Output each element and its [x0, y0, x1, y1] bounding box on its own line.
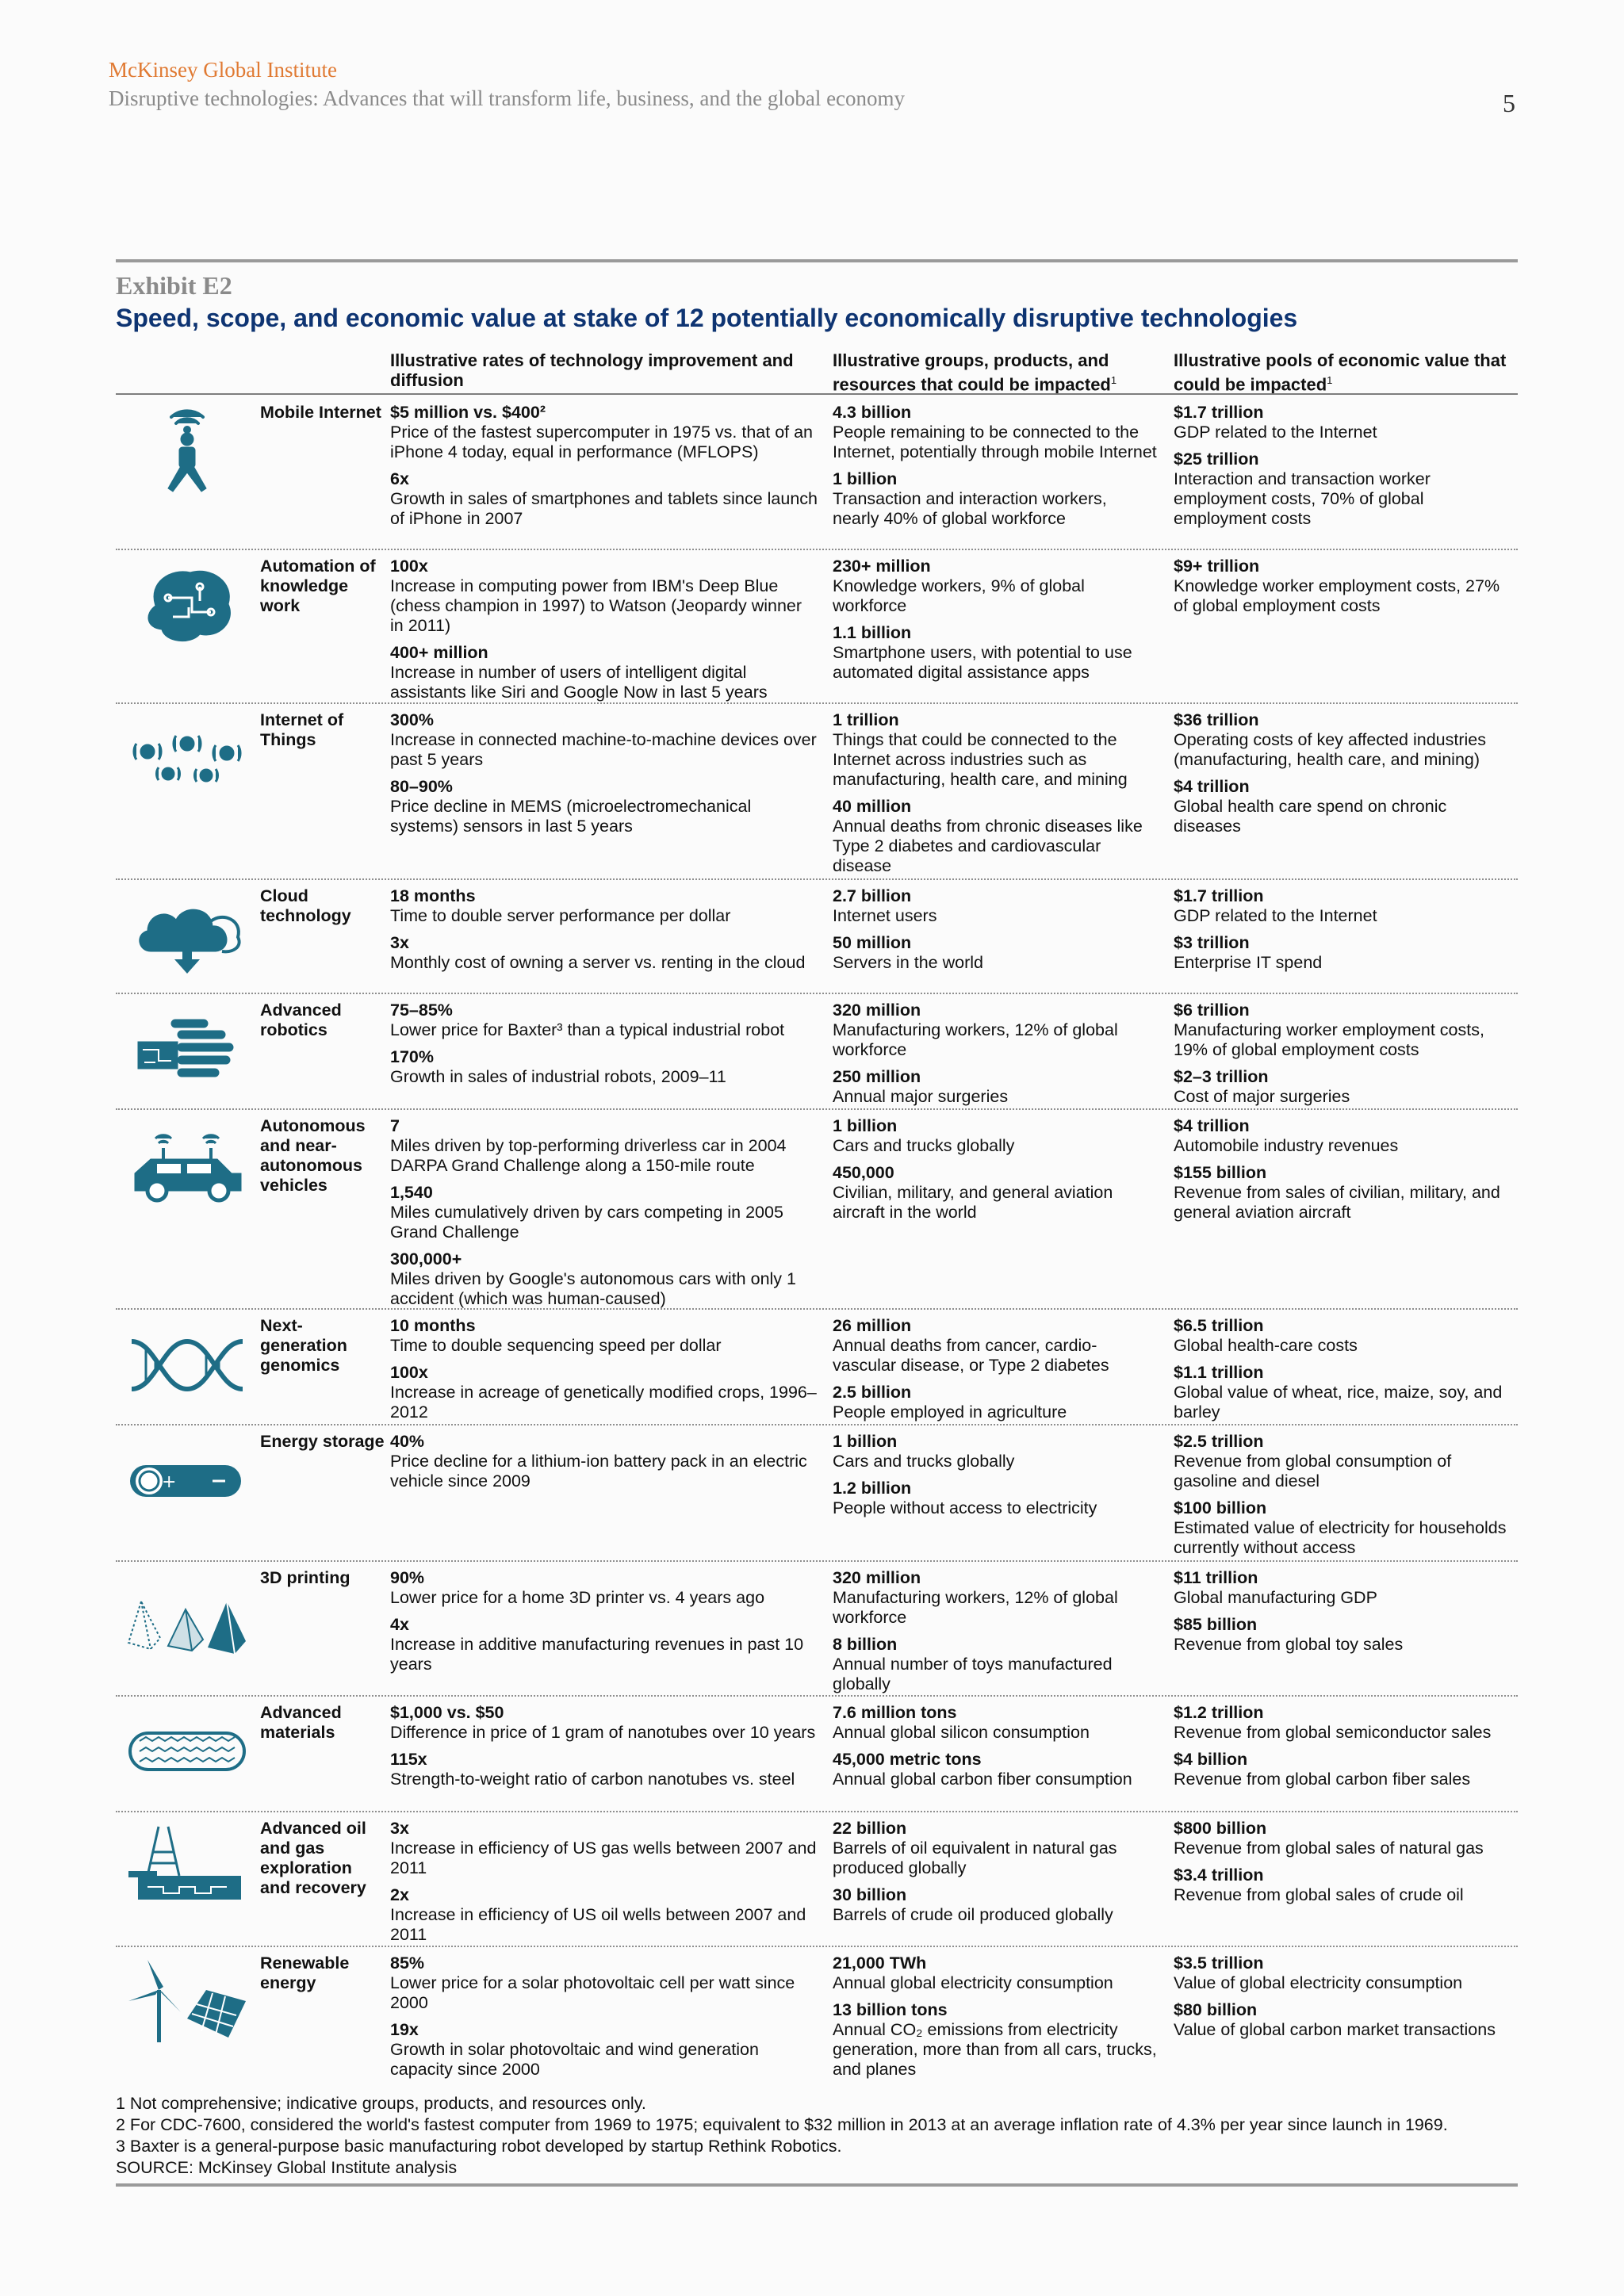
economic-value-cell	[1174, 557, 1518, 623]
improvement-item: 300% Increase in connected machine-to-machine devices over past 5 years	[390, 710, 817, 769]
improvement-item: 80–90% Price decline in MEMS (microelectromechanical systems) sensors in last 5 years	[390, 777, 752, 836]
technology-row	[116, 1560, 1518, 1693]
improvement-cell	[390, 1001, 818, 1094]
impacted-cell	[833, 1703, 1158, 1797]
impacted-item: 40 million Annual deaths from chronic diseases like Type 2 diabetes and cardiovascular disease	[833, 797, 1143, 875]
improvement-item: 10 months Time to double sequencing speed per dollar	[390, 1316, 722, 1355]
improvement-cell	[390, 1432, 818, 1498]
impacted-item: 2.7 billion Internet users	[833, 886, 937, 925]
bottom-rule	[116, 2183, 1518, 2187]
improvement-item: 40% Price decline for a lithium-ion battery pack in an electric vehicle since 2009	[390, 1432, 807, 1490]
impacted-item: 1.2 billion People without access to electricity	[833, 1479, 1097, 1517]
economic-value-item: $25 trillion Interaction and transaction worker employment costs, 70% of global employment costs	[1174, 450, 1431, 528]
improvement-cell	[390, 557, 818, 710]
column-header-impacted: Illustrative groups, products, and resources that could be impacted$^1$	[833, 350, 1117, 395]
improvement-cell	[390, 886, 818, 980]
impacted-item: 7.6 million tons Annual global silicon consumption	[833, 1703, 1090, 1742]
technology-row	[116, 1108, 1518, 1308]
economic-value-item: $1.2 trillion Revenue from global semiconductor sales	[1174, 1703, 1492, 1742]
footnotes	[116, 2093, 1448, 2179]
impacted-item: 30 billion Barrels of crude oil produced globally	[833, 1885, 1113, 1924]
economic-value-cell	[1174, 403, 1518, 536]
nanotube-icon	[124, 1705, 251, 1800]
impacted-item: 13 billion tons Annual CO₂ emissions from electricity generation, more than from all cars, trucks, and planes	[833, 2000, 1157, 2079]
improvement-item: 100x Increase in acreage of genetically modified crops, 1996–2012	[390, 1363, 817, 1422]
impacted-item: 1.1 billion Smartphone users, with potential to use automated digital assistance apps	[833, 623, 1132, 682]
improvement-cell	[390, 1819, 818, 1952]
economic-value-item: $11 trillion Global manufacturing GDP	[1174, 1568, 1377, 1607]
economic-value-item: $3 trillion Enterprise IT spend	[1174, 933, 1323, 972]
improvement-item: 4x Increase in additive manufacturing revenues in past 10 years	[390, 1615, 804, 1674]
improvement-cell	[390, 1116, 818, 1316]
impacted-cell	[833, 403, 1158, 536]
economic-value-item: $4 billion Revenue from global carbon fiber sales	[1174, 1750, 1471, 1789]
economic-value-item: $1.1 trillion Global value of wheat, rice, maize, soy, and barley	[1174, 1363, 1503, 1422]
economic-value-item: $4 trillion Automobile industry revenues	[1174, 1116, 1399, 1155]
improvement-cell	[390, 1316, 818, 1429]
mobile-internet-icon	[124, 404, 251, 499]
impacted-cell	[833, 1568, 1158, 1701]
improvement-item: 115x Strength-to-weight ratio of carbon nanotubes vs. steel	[390, 1750, 795, 1789]
economic-value-item: $3.4 trillion Revenue from global sales of crude oil	[1174, 1866, 1464, 1904]
economic-value-item: $100 billion Estimated value of electricity for households currently without access	[1174, 1498, 1507, 1557]
impacted-item: 320 million Manufacturing workers, 12% of global workforce	[833, 1568, 1118, 1627]
impacted-item: 45,000 metric tons Annual global carbon fiber consumption	[833, 1750, 1132, 1789]
technology-name: Cloud technology	[260, 886, 351, 925]
technology-name: Renewable energy	[260, 1954, 350, 1992]
economic-value-cell	[1174, 1954, 1518, 2047]
impacted-item: 450,000 Civilian, military, and general aviation aircraft in the world	[833, 1163, 1113, 1222]
economic-value-item: $80 billion Value of global carbon market transactions	[1174, 2000, 1496, 2039]
economic-value-cell	[1174, 886, 1518, 980]
impacted-cell	[833, 1432, 1158, 1525]
economic-value-cell	[1174, 1819, 1518, 1912]
page-number: 5	[1503, 89, 1515, 117]
oil-rig-icon	[124, 1820, 251, 1915]
impacted-item: 320 million Manufacturing workers, 12% of global workforce	[833, 1001, 1118, 1059]
impacted-cell	[833, 557, 1158, 690]
autonomous-car-icon	[124, 1118, 251, 1213]
technology-row	[116, 878, 1518, 972]
impacted-cell	[833, 1116, 1158, 1230]
impacted-cell	[833, 710, 1158, 883]
improvement-item: 75–85% Lower price for Baxter³ than a typical industrial robot	[390, 1001, 785, 1039]
improvement-cell	[390, 1568, 818, 1682]
technology-name: 3D printing	[260, 1568, 350, 1587]
economic-value-cell	[1174, 1568, 1518, 1662]
exhibit-label: Exhibit E2	[116, 271, 232, 300]
economic-value-item: $2–3 trillion Cost of major surgeries	[1174, 1067, 1350, 1106]
top-rule	[116, 259, 1518, 262]
economic-value-item: $2.5 trillion Revenue from global consumption of gasoline and diesel	[1174, 1432, 1452, 1490]
improvement-item: 300,000+ Miles driven by Google's autonomous cars with only 1 accident (which was human-caused)	[390, 1249, 796, 1308]
technology-name: Internet of Things	[260, 710, 344, 749]
impacted-item: 1 billion Cars and trucks globally	[833, 1432, 1015, 1471]
economic-value-item: $1.7 trillion GDP related to the Internet	[1174, 886, 1377, 925]
improvement-item: 85% Lower price for a solar photovoltaic cell per watt since 2000	[390, 1954, 795, 2012]
column-header-economic-value: Illustrative pools of economic value that could be impacted$^1$	[1174, 350, 1507, 395]
economic-value-item: $4 trillion Global health care spend on chronic diseases	[1174, 777, 1447, 836]
economic-value-cell	[1174, 1316, 1518, 1429]
impacted-item: 21,000 TWh Annual global electricity consumption	[833, 1954, 1113, 1992]
technology-row	[116, 702, 1518, 875]
improvement-item: 170% Growth in sales of industrial robots, 2009–11	[390, 1047, 726, 1086]
technology-name: Mobile Internet	[260, 403, 381, 422]
technology-row	[116, 1308, 1518, 1422]
improvement-cell	[390, 710, 818, 844]
economic-value-cell	[1174, 710, 1518, 844]
economic-value-item: $3.5 trillion Value of global electricity consumption	[1174, 1954, 1463, 1992]
improvement-item: 1,540 Miles cumulatively driven by cars competing in 2005 Grand Challenge	[390, 1183, 783, 1242]
battery-icon	[124, 1433, 251, 1529]
report-subtitle: Disruptive technologies: Advances that will transform life, business, and the global economy	[109, 86, 906, 110]
technology-name: Advanced oil and gas exploration and recovery	[260, 1819, 366, 1897]
improvement-item: 3x Monthly cost of owning a server vs. renting in the cloud	[390, 933, 806, 972]
economic-value-item: $9+ trillion Knowledge worker employment costs, 27% of global employment costs	[1174, 557, 1500, 615]
improvement-item: 100x Increase in computing power from IBM's Deep Blue (chess champion in 1997) to Watson (Jeopardy winner in 2011)	[390, 557, 802, 635]
impacted-item: 1 billion Cars and trucks globally	[833, 1116, 1015, 1155]
impacted-item: 250 million Annual major surgeries	[833, 1067, 1009, 1106]
technology-name: Autonomous and near-autonomous vehicles	[260, 1116, 366, 1195]
economic-value-item: $6.5 trillion Global health-care costs	[1174, 1316, 1358, 1355]
economic-value-item: $36 trillion Operating costs of key affected industries (manufacturing, health care, and mining)	[1174, 710, 1486, 769]
brain-circuit-icon	[124, 558, 251, 653]
economic-value-item: $85 billion Revenue from global toy sales	[1174, 1615, 1404, 1654]
impacted-item: 230+ million Knowledge workers, 9% of global workforce	[833, 557, 1085, 615]
svg-text:+: +	[162, 1472, 177, 1492]
improvement-cell	[390, 403, 818, 536]
economic-value-cell	[1174, 1703, 1518, 1797]
impacted-item: 1 billion Transaction and interaction workers, nearly 40% of global workforce	[833, 469, 1107, 528]
footnote-2: 2 For CDC-7600, considered the world's fastest computer from 1969 to 1975; equivalent to $32 million in 2013 at an average inflation rate of 4.3% per year since launch in 1969.	[116, 2115, 1448, 2134]
economic-value-item: $6 trillion Manufacturing worker employment costs, 19% of global employment costs	[1174, 1001, 1484, 1059]
impacted-item: 1 trillion Things that could be connected to the Internet across industries such as manufacturing, health care, and mining	[833, 710, 1128, 789]
improvement-item: 400+ million Increase in number of users of intelligent digital assistants like Siri and Google Now in last 5 years	[390, 643, 768, 702]
technology-name: Automation of knowledge work	[260, 557, 376, 615]
economic-value-item: $800 billion Revenue from global sales of natural gas	[1174, 1819, 1484, 1858]
economic-value-item: $155 billion Revenue from sales of civilian, military, and general aviation aircraft	[1174, 1163, 1500, 1222]
impacted-cell	[833, 1001, 1158, 1114]
technology-name: Energy storage	[260, 1432, 385, 1451]
source-note: SOURCE: McKinsey Global Institute analysis	[116, 2158, 458, 2177]
dna-helix-icon	[124, 1318, 251, 1413]
technology-name: Advanced materials	[260, 1703, 342, 1742]
improvement-item: $1,000 vs. $50 Difference in price of 1 gram of nanotubes over 10 years	[390, 1703, 816, 1742]
impacted-item: 4.3 billion People remaining to be connected to the Internet, potentially through mobile Internet	[833, 403, 1157, 461]
improvement-item: 3x Increase in efficiency of US gas wells between 2007 and 2011	[390, 1819, 817, 1877]
technology-row	[116, 1695, 1518, 1789]
improvement-item: 19x Growth in solar photovoltaic and wind generation capacity since 2000	[390, 2020, 759, 2079]
economic-value-cell	[1174, 1116, 1518, 1230]
footnote-3: 3 Baxter is a general-purpose basic manufacturing robot developed by startup Rethink Robotics.	[116, 2137, 842, 2156]
robotic-hand-icon	[124, 1002, 251, 1097]
technology-row	[116, 993, 1518, 1106]
improvement-item: 2x Increase in efficiency of US oil wells between 2007 and 2011	[390, 1885, 806, 1944]
improvement-cell	[390, 1954, 818, 2087]
improvement-item: 6x Growth in sales of smartphones and tablets since launch of iPhone in 2007	[390, 469, 818, 528]
header-rule	[116, 393, 1518, 395]
technology-name: Next-generation genomics	[260, 1316, 347, 1375]
impacted-item: 8 billion Annual number of toys manufactured globally	[833, 1635, 1113, 1693]
impacted-item: 2.5 billion People employed in agriculture	[833, 1383, 1067, 1422]
technology-row	[116, 1811, 1518, 1944]
column-header-improvement: Illustrative rates of technology improvement and diffusion	[390, 350, 794, 390]
economic-value-cell	[1174, 1001, 1518, 1114]
exhibit-title: Speed, scope, and economic value at stake of 12 potentially economically disruptive technologies	[116, 304, 1298, 332]
impacted-item: 22 billion Barrels of oil equivalent in natural gas produced globally	[833, 1819, 1117, 1877]
connected-things-icon	[124, 712, 251, 807]
improvement-item: $5 million vs. $400² Price of the fastest supercomputer in 1975 vs. that of an iPhone 4 today, equal in performance (MFLOPS)	[390, 403, 814, 461]
cloud-download-icon	[124, 888, 251, 983]
technology-row	[116, 1424, 1518, 1557]
impacted-item: 26 million Annual deaths from cancer, cardio-vascular disease, or Type 2 diabetes	[833, 1316, 1109, 1375]
impacted-cell	[833, 1316, 1158, 1429]
technology-row	[116, 549, 1518, 702]
improvement-item: 90% Lower price for a home 3D printer vs. 4 years ago	[390, 1568, 765, 1607]
impacted-cell	[833, 1819, 1158, 1932]
improvement-item: 7 Miles driven by top-performing driverless car in 2004 DARPA Grand Challenge along a 150-mile route	[390, 1116, 787, 1175]
footnote-1: 1 Not comprehensive; indicative groups, products, and resources only.	[116, 2094, 646, 2113]
publisher-name: McKinsey Global Institute	[109, 58, 337, 82]
impacted-item: 50 million Servers in the world	[833, 933, 983, 972]
impacted-cell	[833, 1954, 1158, 2087]
improvement-item: 18 months Time to double server performance per dollar	[390, 886, 731, 925]
improvement-cell	[390, 1703, 818, 1797]
economic-value-cell	[1174, 1432, 1518, 1565]
economic-value-item: $1.7 trillion GDP related to the Internet	[1174, 403, 1377, 442]
technology-name: Advanced robotics	[260, 1001, 342, 1039]
wind-solar-icon	[124, 1955, 251, 2050]
impacted-cell	[833, 886, 1158, 980]
pyramid-printing-icon	[124, 1570, 251, 1665]
technology-row	[116, 1946, 1518, 2079]
